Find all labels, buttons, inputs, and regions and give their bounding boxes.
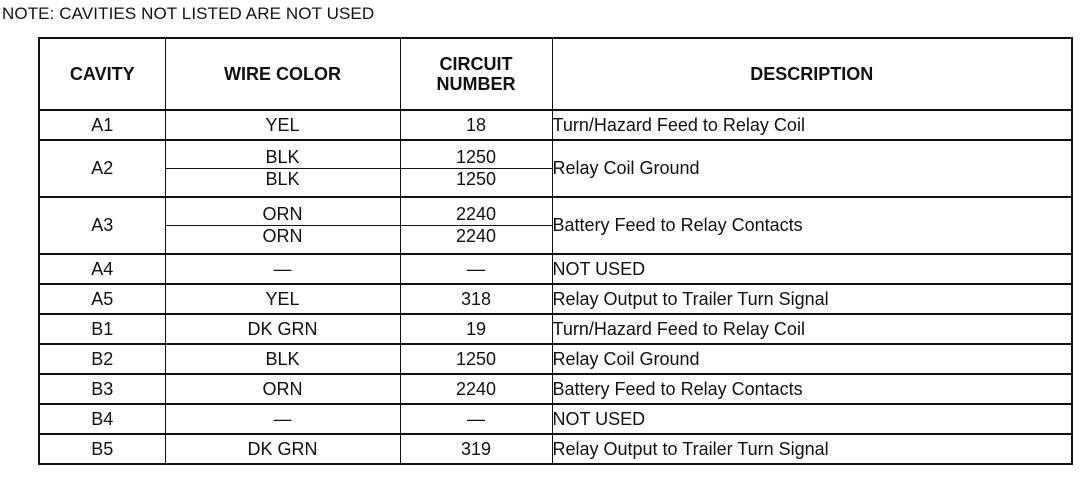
table-row [39, 140, 1072, 169]
wire-color-cell: ORN [165, 226, 400, 255]
circuit-cell: 318 [400, 284, 552, 314]
table-row [39, 254, 1072, 284]
cavity-cell: A2 [39, 140, 165, 197]
cavity-table [38, 37, 1073, 465]
description-cell: NOT USED [552, 404, 1072, 434]
circuit-cell: — [400, 254, 552, 284]
circuit-cell: 19 [400, 314, 552, 344]
description-cell: Battery Feed to Relay Contacts [552, 374, 1072, 404]
wire-color-cell: DK GRN [165, 434, 400, 464]
header-description: DESCRIPTION [552, 38, 1072, 110]
wire-color-cell: ORN [165, 374, 400, 404]
wire-color-cell: DK GRN [165, 314, 400, 344]
circuit-cell: — [400, 404, 552, 434]
table-row [39, 404, 1072, 434]
table-row [39, 110, 1072, 140]
description-cell: Relay Coil Ground [552, 140, 1072, 197]
table-row [39, 374, 1072, 404]
circuit-cell: 2240 [400, 374, 552, 404]
circuit-cell: 18 [400, 110, 552, 140]
wire-color-cell: BLK [165, 169, 400, 198]
table-row [39, 197, 1072, 226]
description-cell: Relay Output to Trailer Turn Signal [552, 284, 1072, 314]
circuit-cell: 2240 [400, 197, 552, 226]
cavity-cell: A1 [39, 110, 165, 140]
table-row [39, 314, 1072, 344]
circuit-cell: 1250 [400, 344, 552, 374]
cavity-cell: B2 [39, 344, 165, 374]
cavity-cell: A4 [39, 254, 165, 284]
description-cell: Relay Coil Ground [552, 344, 1072, 374]
cavity-cell: A3 [39, 197, 165, 254]
wire-color-cell: BLK [165, 344, 400, 374]
description-cell: Turn/Hazard Feed to Relay Coil [552, 314, 1072, 344]
cavity-cell: B1 [39, 314, 165, 344]
cavity-cell: A5 [39, 284, 165, 314]
header-cavity: CAVITY [39, 38, 165, 110]
table-row [39, 284, 1072, 314]
wire-color-cell: YEL [165, 110, 400, 140]
note-text: NOTE: CAVITIES NOT LISTED ARE NOT USED [2, 4, 375, 23]
description-cell: Battery Feed to Relay Contacts [552, 197, 1072, 254]
table-row [39, 434, 1072, 464]
wire-color-cell: YEL [165, 284, 400, 314]
table-row [39, 344, 1072, 374]
wire-color-cell: — [165, 404, 400, 434]
header-circuit-line1: CIRCUIT [439, 54, 513, 74]
table-header-row [39, 38, 1072, 110]
description-cell: Turn/Hazard Feed to Relay Coil [552, 110, 1072, 140]
header-wire-color: WIRE COLOR [165, 38, 400, 110]
wire-color-cell: — [165, 254, 400, 284]
wire-color-cell: ORN [165, 197, 400, 226]
circuit-cell: 319 [400, 434, 552, 464]
wire-color-cell: BLK [165, 140, 400, 169]
description-cell: Relay Output to Trailer Turn Signal [552, 434, 1072, 464]
header-circuit-line2: NUMBER [436, 74, 516, 94]
cavity-cell: B3 [39, 374, 165, 404]
circuit-cell: 1250 [400, 169, 552, 198]
cavity-cell: B5 [39, 434, 165, 464]
description-cell: NOT USED [552, 254, 1072, 284]
circuit-cell: 1250 [400, 140, 552, 169]
cavity-cell: B4 [39, 404, 165, 434]
header-circuit-number [400, 38, 552, 110]
circuit-cell: 2240 [400, 226, 552, 255]
